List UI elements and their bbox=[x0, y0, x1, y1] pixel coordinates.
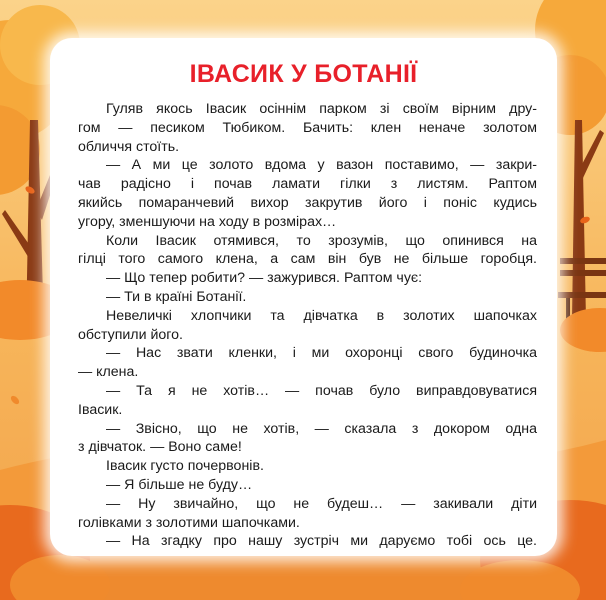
story-line: — Та я не хотів… — почав було виправдовуватися bbox=[106, 382, 537, 399]
story-line: — На згадку про нашу зустріч ми даруємо тобі ось це. bbox=[106, 533, 537, 550]
story-line: — Що тепер робити? — зажурився. Раптом чує: bbox=[106, 270, 423, 287]
story-line: з дівчаток. — Воно саме! bbox=[78, 439, 242, 456]
story-line: Гуляв якось Івасик осіннім парком зі своїм вірним дру- bbox=[106, 101, 537, 117]
story-line: обличчя стоїть. bbox=[78, 138, 180, 155]
bench bbox=[560, 258, 606, 264]
story-line: — Я більше не буду… bbox=[106, 476, 253, 493]
story-line: якийсь помаранчевий вихор закрутив його і поніс кудись bbox=[78, 194, 537, 211]
story-line: — Ну звичайно, що не будеш… — закивали діти bbox=[106, 495, 537, 512]
story-line: обступили його. bbox=[78, 326, 183, 343]
story-line: угору, зменшуючи на ходу в розмірах… bbox=[78, 213, 337, 230]
story-line: Івасик. bbox=[78, 401, 123, 418]
story-text bbox=[78, 100, 537, 551]
story-line: — Звісно, що не хотів, — сказала з докором одна bbox=[106, 420, 537, 437]
story-line: — А ми це золото вдома у вазон поставимо, — закри- bbox=[106, 157, 537, 174]
story-line: Невеличкі хлопчики та дівчатка в золотих шапочках bbox=[106, 307, 537, 324]
story-title: ІВАСИК У БОТАНІЇ bbox=[189, 60, 418, 88]
story-line: — клена. bbox=[78, 364, 139, 381]
story-line: гом — песиком Тюбиком. Бачить: клен неначе золотом bbox=[78, 119, 537, 136]
story-line: чав радісно і почав ламати гілки з листям. Раптом bbox=[78, 176, 537, 193]
story-line: голівками з золотими шапочками. bbox=[78, 514, 300, 531]
story-line: — Ти в країні Ботанії. bbox=[106, 288, 247, 305]
story-line: — Нас звати кленки, і ми охоронці свого будиночка bbox=[106, 345, 537, 362]
story-line: Івасик густо почервонів. bbox=[106, 458, 264, 475]
story-line: гілці того самого клена, а сам він був не більше горобця. bbox=[78, 251, 537, 268]
story-line: Коли Івасик отямився, то зрозумів, що опинився на bbox=[106, 232, 537, 249]
story-card bbox=[50, 38, 557, 556]
